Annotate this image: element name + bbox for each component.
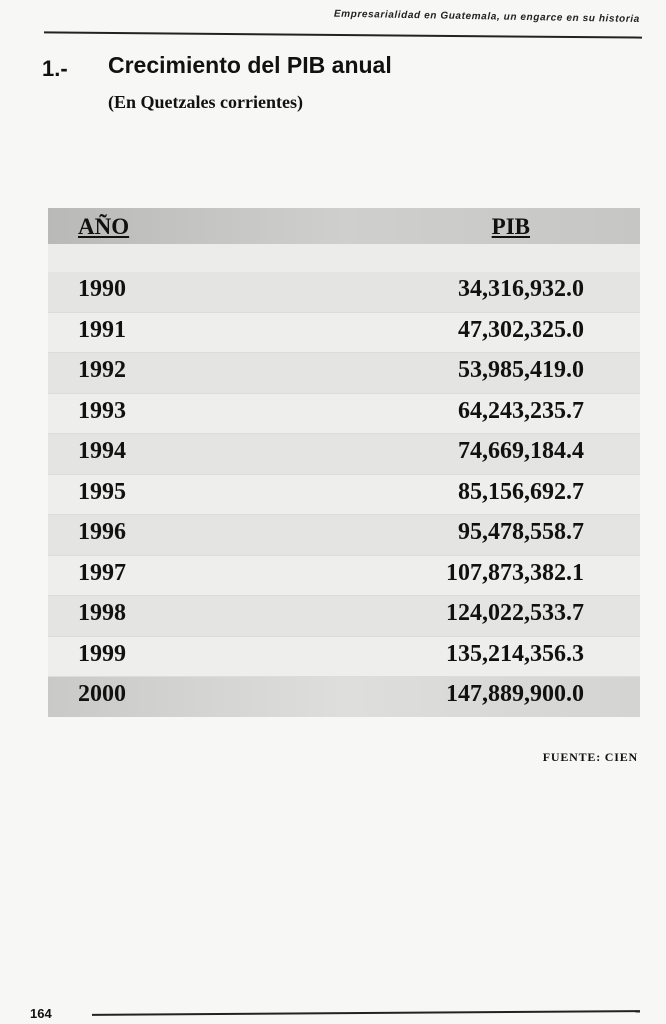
table-row <box>48 677 640 717</box>
cell-pib: 107,873,382.1 <box>446 559 584 586</box>
cell-year: 1999 <box>78 640 126 667</box>
cell-pib: 34,316,932.0 <box>458 276 584 302</box>
cell-year: 1995 <box>78 478 126 505</box>
source-note: FUENTE: CIEN <box>542 750 638 764</box>
cell-pib: 85,156,692.7 <box>458 478 584 505</box>
section-subtitle: (En Quetzales corrientes) <box>108 92 303 112</box>
footer-rule <box>92 1010 640 1016</box>
cell-pib: 135,214,356.3 <box>446 640 584 667</box>
table-row <box>48 475 640 516</box>
table-row <box>48 313 640 354</box>
table-row <box>48 272 640 313</box>
cell-pib: 47,302,325.0 <box>458 316 584 343</box>
cell-pib: 124,022,533.7 <box>446 600 584 626</box>
table-row <box>48 637 640 678</box>
section-number: 1.- <box>42 56 68 81</box>
table-header <box>48 208 640 244</box>
cell-year: 1990 <box>78 276 126 302</box>
cell-pib: 64,243,235.7 <box>458 397 584 424</box>
table-row <box>48 353 640 394</box>
cell-year: 1996 <box>78 519 126 545</box>
column-header-year: AÑO <box>78 214 130 239</box>
cell-pib: 74,669,184.4 <box>458 438 584 464</box>
table-row <box>48 556 640 597</box>
header-rule <box>44 31 642 38</box>
cell-year: 1992 <box>78 357 126 383</box>
table-row <box>48 596 640 637</box>
table-row <box>48 394 640 435</box>
cell-pib: 95,478,558.7 <box>458 519 584 545</box>
cell-year: 1998 <box>78 600 126 626</box>
cell-year: 1997 <box>78 559 126 586</box>
cell-year: 1994 <box>78 438 126 464</box>
cell-year: 2000 <box>78 681 126 707</box>
cell-pib: 147,889,900.0 <box>446 681 584 707</box>
cell-year: 1991 <box>78 316 126 343</box>
page-number: 164 <box>30 1006 52 1021</box>
table-body <box>48 272 640 717</box>
table-row <box>48 434 640 475</box>
gdp-table <box>48 208 640 706</box>
running-header: Empresarialidad en Guatemala, un engarce en su historia <box>333 8 640 25</box>
table-row <box>48 515 640 556</box>
cell-year: 1993 <box>78 397 126 424</box>
cell-pib: 53,985,419.0 <box>458 357 584 383</box>
column-header-pib: PIB <box>491 214 530 239</box>
section-title: Crecimiento del PIB anual <box>108 52 392 78</box>
